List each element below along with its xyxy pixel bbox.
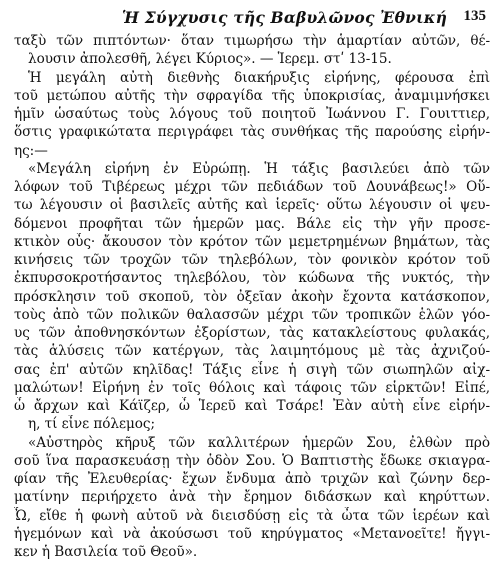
text-line: τὰς ἁλύσεις τῶν κατέργων, τὰς λαιμητόμους μὲ τὰς ἀχνιζού- <box>14 343 490 360</box>
text-line: κινήσεις τῶν τροχῶν τῶν τηλεβόλων, τὸν φονικὸν κρότον τοῦ <box>14 252 490 268</box>
text-line: ης:— <box>14 142 48 159</box>
text-line: Ἡ μεγάλη αὐτὴ διεθνὴς διακήρυξις εἰρήνης, φέρουσα ἐπὶ <box>28 69 490 86</box>
text-line: ἡγεμόνων καὶ νὰ ἀκούσωσι τοῦ κηρύγματος «Μετανοεῖτε! ἤγγι- <box>14 525 490 542</box>
text-line: υς τῶν ἀποθνησκόντων ἐξορίστων, τὰς κατακλείστους φυλακάς, <box>14 325 490 341</box>
running-head <box>14 6 490 32</box>
text-line: «Αὐστηρὸς κῆρυξ τῶν καλλιτέρων ἡμερῶν Σου, ἐλθὼν πρὸ <box>28 434 490 451</box>
text-line: τω λέγουσιν οἱ βασιλεῖς αὐτῆς καὶ ἱερεῖς· οὕτω λέγουσιν οἱ ψευ- <box>14 197 490 214</box>
text-line: μαλώτων! Εἰρήνη ἐν τοῖς θόλοις καὶ τάφοις τῶν εἱρκτῶν! Εἰπέ, <box>14 379 490 396</box>
text-line: φίαν τῆς Ἐλευθερίας· ἔχων ἔνδυμα ἀπὸ τριχῶν καὶ ζώνην δερ- <box>14 471 490 487</box>
text-line: «Μεγάλη εἰρήνη ἐν Εὐρώπῃ. Ἡ τάξις βασιλεύει ἀπὸ τῶν <box>28 160 490 177</box>
text-line: ταξὺ τῶν πιπτόντων· ὅταν τιμωρήσω τὴν ἁμαρτίαν αὐτῶν, θέ- <box>14 33 490 49</box>
text-line: ἡμῖν ὡσαύτως τοὺς λόγους τοῦ ποιητοῦ Ἰωάννου Γ. Γουιττιερ, <box>14 106 490 122</box>
text-line: ἐκπυρσοκροτήσαντος τηλεβόλου, τὸν κώδωνα τῆς νυκτός, τὴν <box>14 270 490 287</box>
text-line: πρόσκλησιν τοῦ σκοποῦ, τὸν ὀξεῖαν ἀκοὴν ἔχοντα κατάσκοπον, <box>14 288 490 305</box>
body-text <box>14 32 490 561</box>
text-line: λουσιν ἀπολεσθῆ, λέγει Κύριος». — Ἱερεμ. στʹ 13-15. <box>28 51 392 68</box>
text-line: δόμενοι προφῆται τῶν ἡμερῶν μας. Βάλε εἰς τὴν γῆν προσε- <box>14 215 490 232</box>
text-line: σοῦ ἵνα παρασκευάσῃ τὴν ὁδὸν Σου. Ὁ Βαπτιστὴς ἔδωκε σκιαγρα- <box>14 452 490 469</box>
text-line: ὦ ἄρχων καὶ Κάϊζερ, ὦ Ἱερεῦ καὶ Τσάρε! Ἐὰν αὐτὴ εἶνε εἰρήν- <box>14 398 490 414</box>
text-line: τοὺς ἀπὸ τῶν πολικῶν θαλασσῶν μέχρι τῶν τροπικῶν ἑλῶν γόο- <box>14 306 490 323</box>
text-line: τοῦ μετώπου αὐτῆς τὴν σφραγίδα τῆς ὑποκρισίας, ἀναμιμνήσκει <box>14 87 490 104</box>
text-line: λόφων τοῦ Τιβέρεως μέχρι τῶν πεδιάδων τοῦ Δουνάβεως!» Οὕ- <box>14 179 490 195</box>
text-line: ματίνην περιήρχετο ἀνὰ τὴν ἔρημον διδάσκων καὶ κηρύττων. <box>14 489 490 506</box>
text-line: κεν ἡ Βασιλεία τοῦ Θεοῦ». <box>14 544 198 560</box>
text-line: Ὦ, εἴθε ἡ φωνὴ αὐτοῦ νὰ διεισδύσῃ εἰς τὰ ὦτα τῶν ἱερέων καὶ <box>14 507 490 524</box>
page-number: 135 <box>463 8 486 24</box>
text-line: η, τί εἶνε πόλεμος; <box>28 416 155 433</box>
running-head-title: Ἡ Σύγχυσις τῆς Βαβυλῶνος Ἐθνική <box>122 8 448 27</box>
text-line: σας ἐπ' αὐτῶν κηλῖδας! Τάξις εἶνε ἡ σιγὴ τῶν σιωπηλῶν αἰχ- <box>14 361 490 378</box>
text-line: ὅστις γραφικώτατα περιγράφει τὰς συνθήκας τῆς παρούσης εἰρήν- <box>14 124 490 141</box>
text-line: κτικὸν οὖς· ἄκουσον τὸν κρότον τῶν μεμετρημένων βημάτων, τὰς <box>14 233 490 250</box>
